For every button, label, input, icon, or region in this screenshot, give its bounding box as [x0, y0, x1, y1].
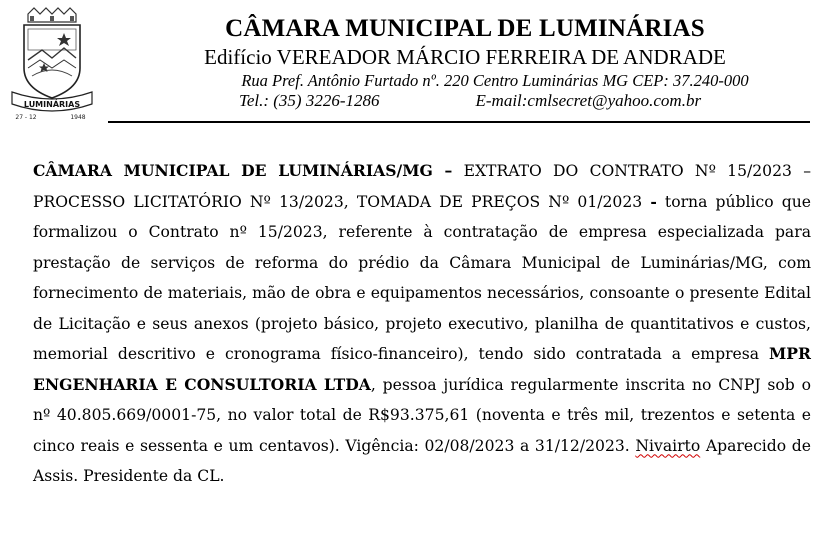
paragraph-lead: CÂMARA MUNICIPAL DE LUMINÁRIAS/MG –: [33, 161, 453, 180]
municipal-crest-emblem: [6, 6, 98, 124]
crest-banner-text: LUMINÁRIAS: [23, 100, 81, 109]
letterhead-contact: [120, 91, 810, 111]
letterhead-building: Edifício VEREADOR MÁRCIO FERREIRA DE ANDRADE: [204, 45, 726, 69]
paragraph-part-4: Aparecido de Assis. Presidente da CL.: [33, 436, 811, 485]
signer-first-name: Nivairto: [635, 436, 701, 455]
letterhead-address: Rua Pref. Antônio Furtado nº. 220 Centro Luminárias MG CEP: 37.240-000: [241, 71, 749, 90]
crest-date-left: 27 - 12: [15, 114, 37, 121]
paragraph-part-1: EXTRATO DO CONTRATO Nº 15/2023 – PROCESSO LICITATÓRIO Nº 13/2023, TOMADA DE PREÇOS Nº 01/2023: [33, 162, 811, 211]
letterhead: [120, 14, 810, 111]
paragraph-dash: -: [650, 191, 657, 211]
company-name: MPR ENGENHARIA E CONSULTORIA LTDA: [33, 344, 811, 394]
letterhead-email: E-mail:cmlsecret@yahoo.com.br: [475, 91, 702, 110]
paragraph-part-3: , pessoa jurídica regularmente inscrita no CNPJ sob o nº 40.805.669/0001-75, no valor total de R$93.375,61 (noventa e três mil, trezentos e setenta e cinco reais e sessenta e um centavos). Vigência: 02/08/2023 a 31/12/2023.: [33, 375, 811, 455]
letterhead-title: CÂMARA MUNICIPAL DE LUMINÁRIAS: [225, 15, 705, 42]
paragraph-part-2: torna público que formalizou o Contrato nº 15/2023, referente à contratação de empresa especializada para prestação de serviços de reforma do prédio da Câmara Municipal de Luminárias/MG, com fornecimento de materiais, mão de obra e equipamentos necessários, consoante o presente Edital de Licitação e seus anexos (projeto básico, projeto executivo, planilha de quantitativos e custos, memorial descritivo e cronograma físico-financeiro), tendo sido contratada a empresa: [33, 192, 811, 363]
crest-date-right: 1948: [70, 114, 86, 121]
header-divider: [108, 121, 810, 123]
letterhead-phone: Tel.: (35) 3226-1286: [238, 91, 380, 110]
contract-extract-paragraph: [33, 156, 811, 492]
crown-icon: [28, 8, 76, 22]
shield-icon: [24, 25, 80, 98]
